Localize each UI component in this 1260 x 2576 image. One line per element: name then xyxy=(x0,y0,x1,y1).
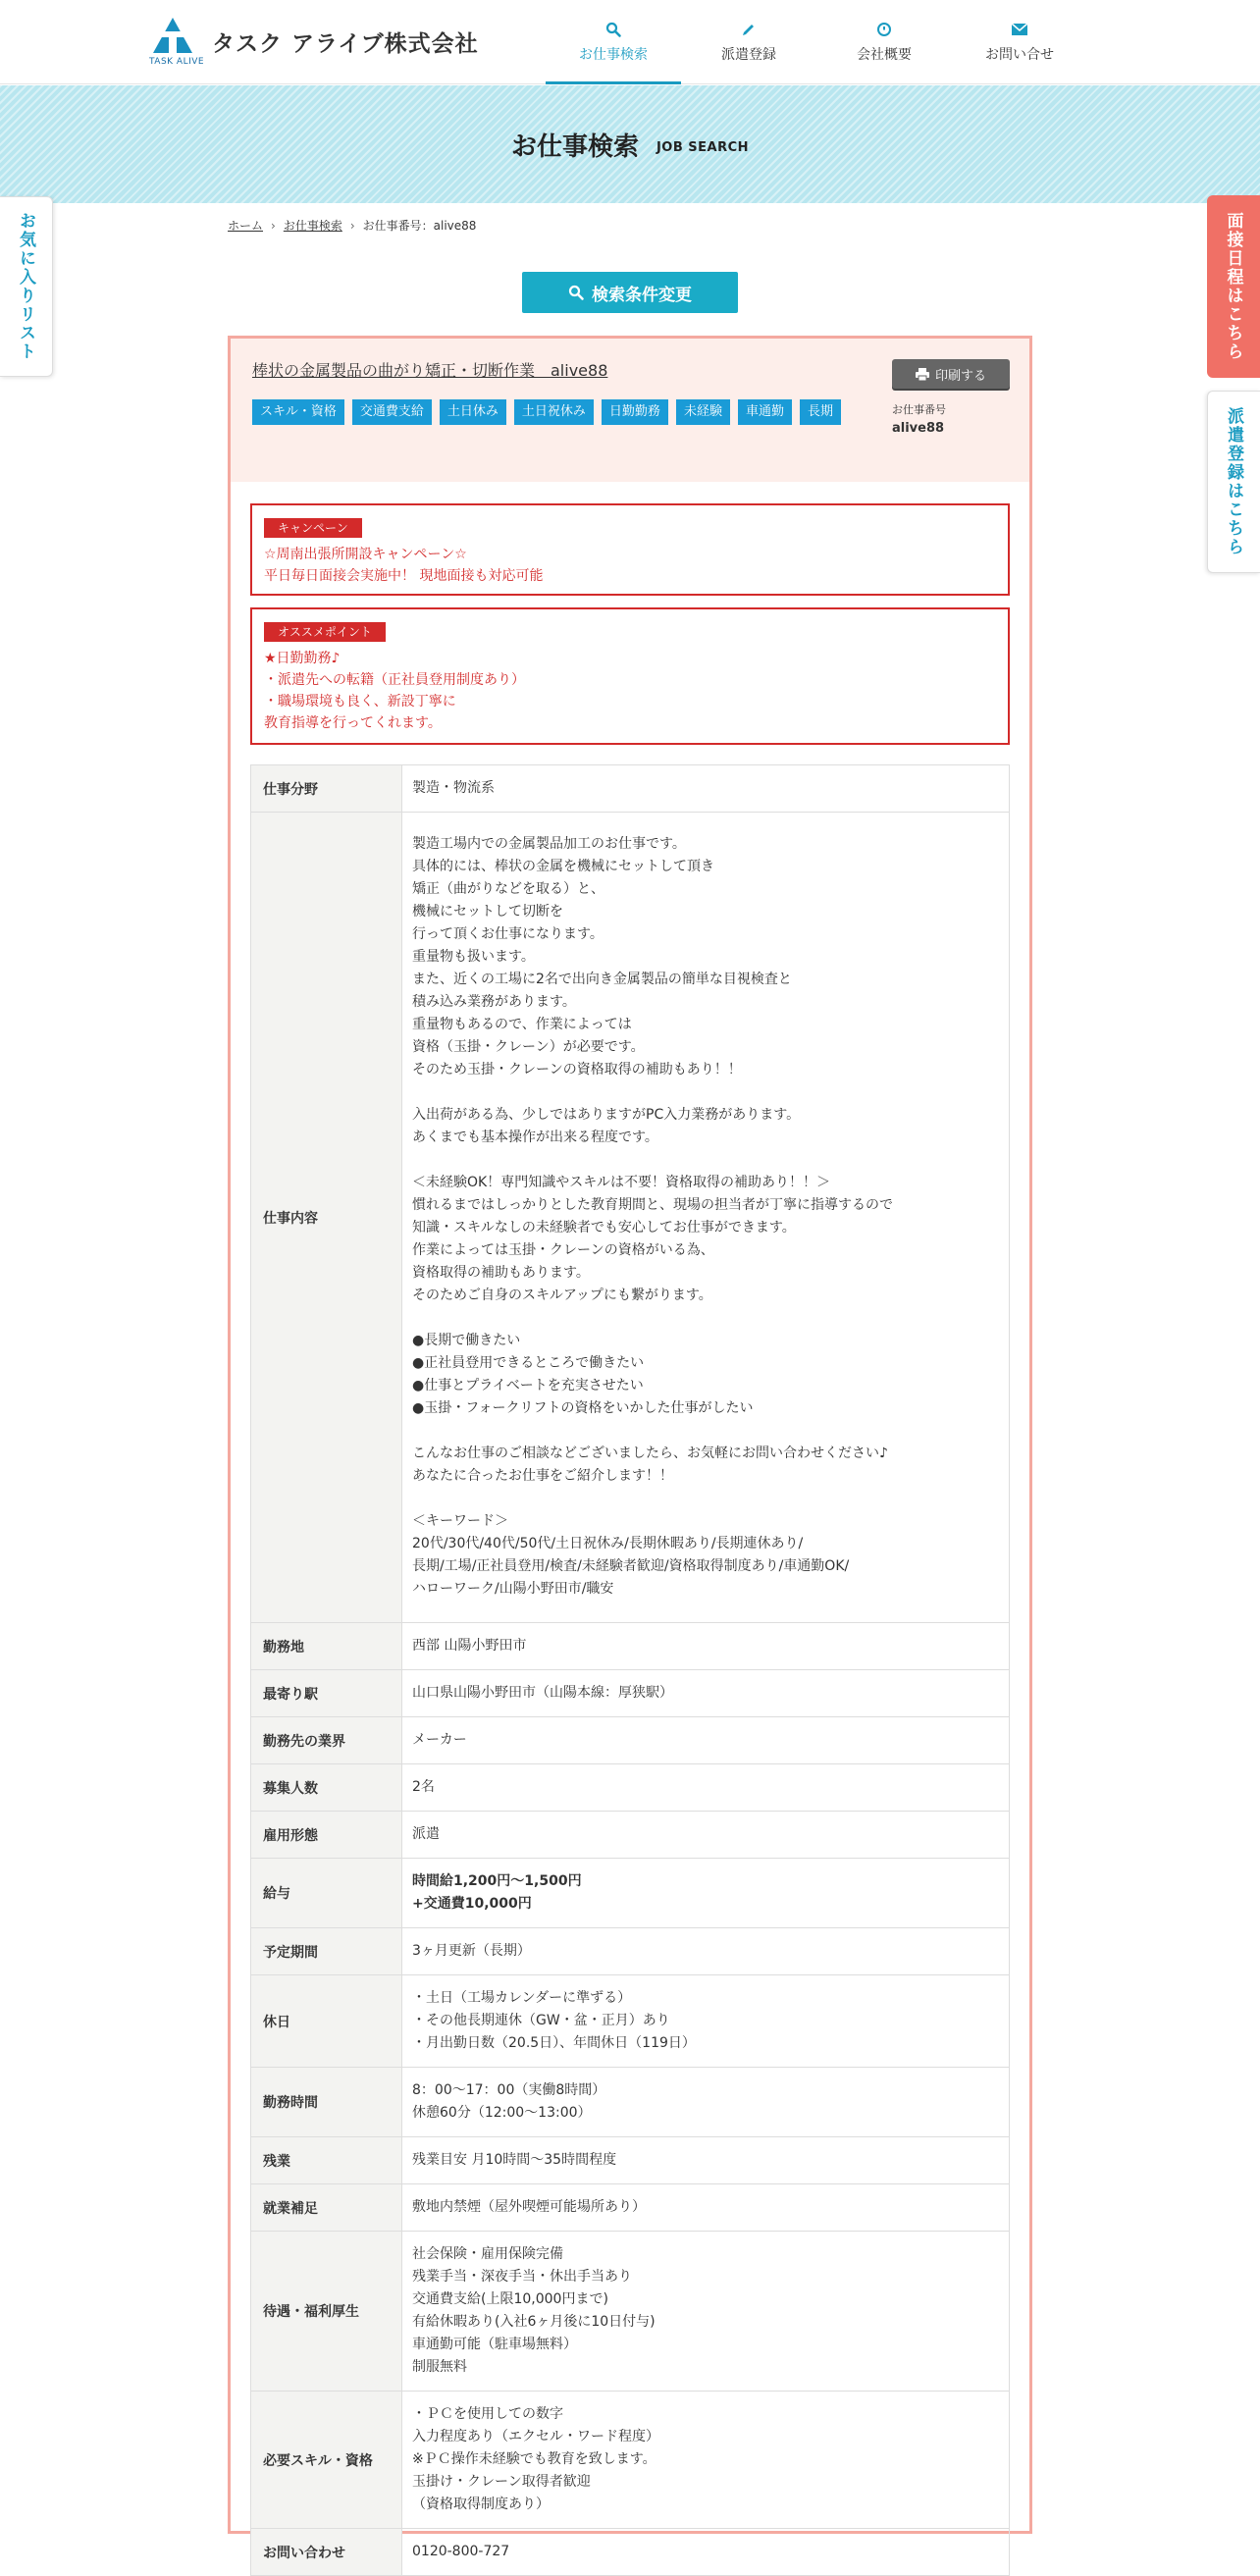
table-row xyxy=(251,1928,1010,1975)
row-header: 雇用形態 xyxy=(251,1812,402,1859)
salary-value: 時間給1,200円～1,500円 +交通費10,000円 xyxy=(402,1859,1010,1928)
row-header: 休日 xyxy=(251,1975,402,2068)
job-tag: 土日休み xyxy=(440,399,506,425)
interview-schedule-label: 面接日程はこちら xyxy=(1223,212,1243,361)
envelope-icon xyxy=(1011,21,1028,38)
table-row xyxy=(251,2184,1010,2232)
row-value: ・ＰＣを使用しての数字 入力程度あり（エクセル・ワード程度） ※ＰＣ操作未経験でも教育を致します。 玉掛け・クレーン取得者歓迎 （資格取得制度あり） xyxy=(402,2392,1010,2529)
clock-icon xyxy=(876,21,892,38)
job-tag: スキル・資格 xyxy=(252,399,344,425)
job-number: alive88 xyxy=(892,421,945,436)
nav-job-search[interactable] xyxy=(546,0,681,84)
favorites-list-tab[interactable] xyxy=(0,196,53,377)
table-row xyxy=(251,1812,1010,1859)
row-header: 給与 xyxy=(251,1859,402,1928)
nav-label: 派遣登録 xyxy=(721,47,776,63)
print-button[interactable] xyxy=(892,359,1010,389)
row-value: 社会保険・雇用保険完備 残業手当・深夜手当・休出手当あり 交通費支給(上限10,000円まで) 有給休暇あり(入社6ヶ月後に10日付与) 車通勤可能（駐車場無料） 制服無料 xyxy=(402,2232,1010,2392)
row-header: 仕事分野 xyxy=(251,765,402,813)
nav-register[interactable] xyxy=(681,0,816,84)
nav-label: お仕事検索 xyxy=(579,47,648,63)
row-header: 待遇・福利厚生 xyxy=(251,2232,402,2392)
table-row xyxy=(251,1764,1010,1812)
job-tag: 日勤勤務 xyxy=(602,399,668,425)
campaign-box xyxy=(250,503,1010,596)
register-tab[interactable] xyxy=(1207,391,1260,573)
row-value: 3ヶ月更新（長期） xyxy=(402,1928,1010,1975)
table-row xyxy=(251,1623,1010,1670)
row-value: 8：00～17：00（実働8時間） 休憩60分（12:00～13:00） xyxy=(402,2068,1010,2137)
row-header: 残業 xyxy=(251,2137,402,2184)
interview-schedule-tab[interactable] xyxy=(1207,195,1260,378)
pencil-icon xyxy=(741,21,757,38)
job-tag: 交通費支給 xyxy=(352,399,432,425)
row-header: 就業補足 xyxy=(251,2184,402,2232)
page-banner xyxy=(0,85,1260,203)
logo-text: タスク アライブ株式会社 xyxy=(212,31,479,57)
search-icon xyxy=(605,21,621,38)
table-row xyxy=(251,2137,1010,2184)
row-value: 2名 xyxy=(402,1764,1010,1812)
breadcrumb-home[interactable]: ホーム xyxy=(228,219,264,233)
breadcrumb-current: お仕事番号：alive88 xyxy=(362,219,477,233)
row-header: 募集人数 xyxy=(251,1764,402,1812)
row-value: 西部 山陽小野田市 xyxy=(402,1623,1010,1670)
table-row xyxy=(251,765,1010,813)
breadcrumb-search[interactable]: お仕事検索 xyxy=(283,219,342,233)
job-tag: 長期 xyxy=(800,399,841,425)
company-logo[interactable] xyxy=(149,18,479,71)
printer-icon xyxy=(916,368,929,381)
breadcrumb xyxy=(228,217,476,234)
table-row xyxy=(251,813,1010,1623)
recommend-box xyxy=(250,607,1010,745)
table-row xyxy=(251,2232,1010,2392)
search-icon xyxy=(568,285,584,300)
row-header: 最寄り駅 xyxy=(251,1670,402,1717)
table-row xyxy=(251,1859,1010,1928)
row-value: 山口県山陽小野田市（山陽本線：厚狭駅） xyxy=(402,1670,1010,1717)
table-row xyxy=(251,2068,1010,2137)
table-row xyxy=(251,1975,1010,2068)
row-value: 敷地内禁煙（屋外喫煙可能場所あり） xyxy=(402,2184,1010,2232)
row-header: 仕事内容 xyxy=(251,813,402,1623)
logo-subtext: TASK ALIVE xyxy=(149,57,205,67)
table-row xyxy=(251,1670,1010,1717)
row-value: 製造・物流系 xyxy=(402,765,1010,813)
contact-phone[interactable]: 0120-800-727 xyxy=(402,2529,1010,2576)
table-row xyxy=(251,1717,1010,1764)
nav-label: お問い合せ xyxy=(985,47,1054,63)
row-header: 勤務先の業界 xyxy=(251,1717,402,1764)
row-value: 残業目安 月10時間～35時間程度 xyxy=(402,2137,1010,2184)
nav-label: 会社概要 xyxy=(857,47,912,63)
print-label: 印刷する xyxy=(934,368,986,384)
chevron-right-icon: › xyxy=(271,218,276,233)
favorites-list-label: お気に入りリスト xyxy=(16,212,35,361)
table-row xyxy=(251,2529,1010,2576)
job-card-header xyxy=(231,339,1029,482)
row-header: 勤務時間 xyxy=(251,2068,402,2137)
table-row xyxy=(251,2392,1010,2529)
job-title-link[interactable]: 棒状の金属製品の曲がり矯正・切断作業 alive88 xyxy=(252,361,608,380)
job-tag: 未経験 xyxy=(676,399,730,425)
row-value: 派遣 xyxy=(402,1812,1010,1859)
job-tag: 土日祝休み xyxy=(514,399,594,425)
job-number-label: お仕事番号 xyxy=(892,403,946,416)
campaign-text: ☆周南出張所開設キャンペーン☆ 平日毎日面接会実施中！ 現地面接も対応可能 xyxy=(264,547,544,584)
job-tags xyxy=(252,399,861,425)
page-title: お仕事検索 xyxy=(510,131,639,162)
nav-company[interactable] xyxy=(816,0,952,84)
chevron-right-icon: › xyxy=(349,218,355,233)
row-value: 製造工場内での金属製品加工のお仕事です。 具体的には、棒状の金属を機械にセットして頂き 矯正（曲がりなどを取る）と、 機械にセットして切断を 行って頂くお仕事になります。 重量物も扱います。 また、近くの工場に2名で出向き金属製品の簡単な目視検査と 積み込み業務があります。 重量物もあるので、作業によっては 資格（玉掛・クレーン）が必要です。 そのため玉掛・クレーンの資格取得の補助もあり！！ 入出荷がある為、少しではありますがPC入力業務があります。 あくまでも基本操作が出来る程度です。 ＜未経験OK！専門知識やスキルは不要！資格取得の補助あり！！＞ 慣れるまではしっかりとした教育期間と、現場の担当者が丁寧に指導するので 知識・スキルなしの未経験者でも安心してお仕事ができます。 作業によっては玉掛・クレーンの資格がいる為、 資格取得の補助もあります。 そのためご自身のスキルアップにも繋がります。 ●長期で働きたい ●正社員登用できるところで働きたい ●仕事とプライベートを充実させたい ●玉掛・フォークリフトの資格をいかした仕事がしたい こんなお仕事のご相談などございましたら、お気軽にお問い合わせください♪ あなたに合ったお仕事をご紹介します！！ ＜キーワード＞ 20代/30代/40代/50代/土日祝休み/長期休暇あり/長期連休あり/ 長期/工場/正社員登用/検査/未経験者歓迎/資格取得制度あり/車通勤OK/ ハローワーク/山陽小野田市/職安 xyxy=(402,813,1010,1623)
row-header: お問い合わせ xyxy=(251,2529,402,2576)
row-header: 予定期間 xyxy=(251,1928,402,1975)
logo-mark-icon xyxy=(149,18,204,61)
row-header: 勤務地 xyxy=(251,1623,402,1670)
job-info-table xyxy=(250,764,1010,2576)
main-nav xyxy=(546,0,1087,84)
job-detail-card xyxy=(228,336,1032,2561)
job-tag: 車通勤 xyxy=(738,399,792,425)
row-value: メーカー xyxy=(402,1717,1010,1764)
recommend-label: オススメポイント xyxy=(264,622,386,642)
site-header xyxy=(0,0,1260,84)
nav-contact[interactable] xyxy=(952,0,1087,84)
recommend-text: ★日勤勤務♪ ・派遣先への転籍（正社員登用制度あり） ・職場環境も良く、新設丁寧に 教育指導を行ってくれます。 xyxy=(264,651,525,731)
row-value: ・土日（工場カレンダーに準ずる） ・その他長期連休（GW・盆・正月）あり ・月出勤日数（20.5日）、年間休日（119日） xyxy=(402,1975,1010,2068)
change-search-label: 検索条件変更 xyxy=(592,285,692,305)
change-search-conditions-button[interactable] xyxy=(522,272,738,313)
page-subtitle: JOB SEARCH xyxy=(656,139,750,155)
register-label: 派遣登録はこちら xyxy=(1224,407,1243,556)
campaign-label: キャンペーン xyxy=(264,518,362,538)
row-header: 必要スキル・資格 xyxy=(251,2392,402,2529)
